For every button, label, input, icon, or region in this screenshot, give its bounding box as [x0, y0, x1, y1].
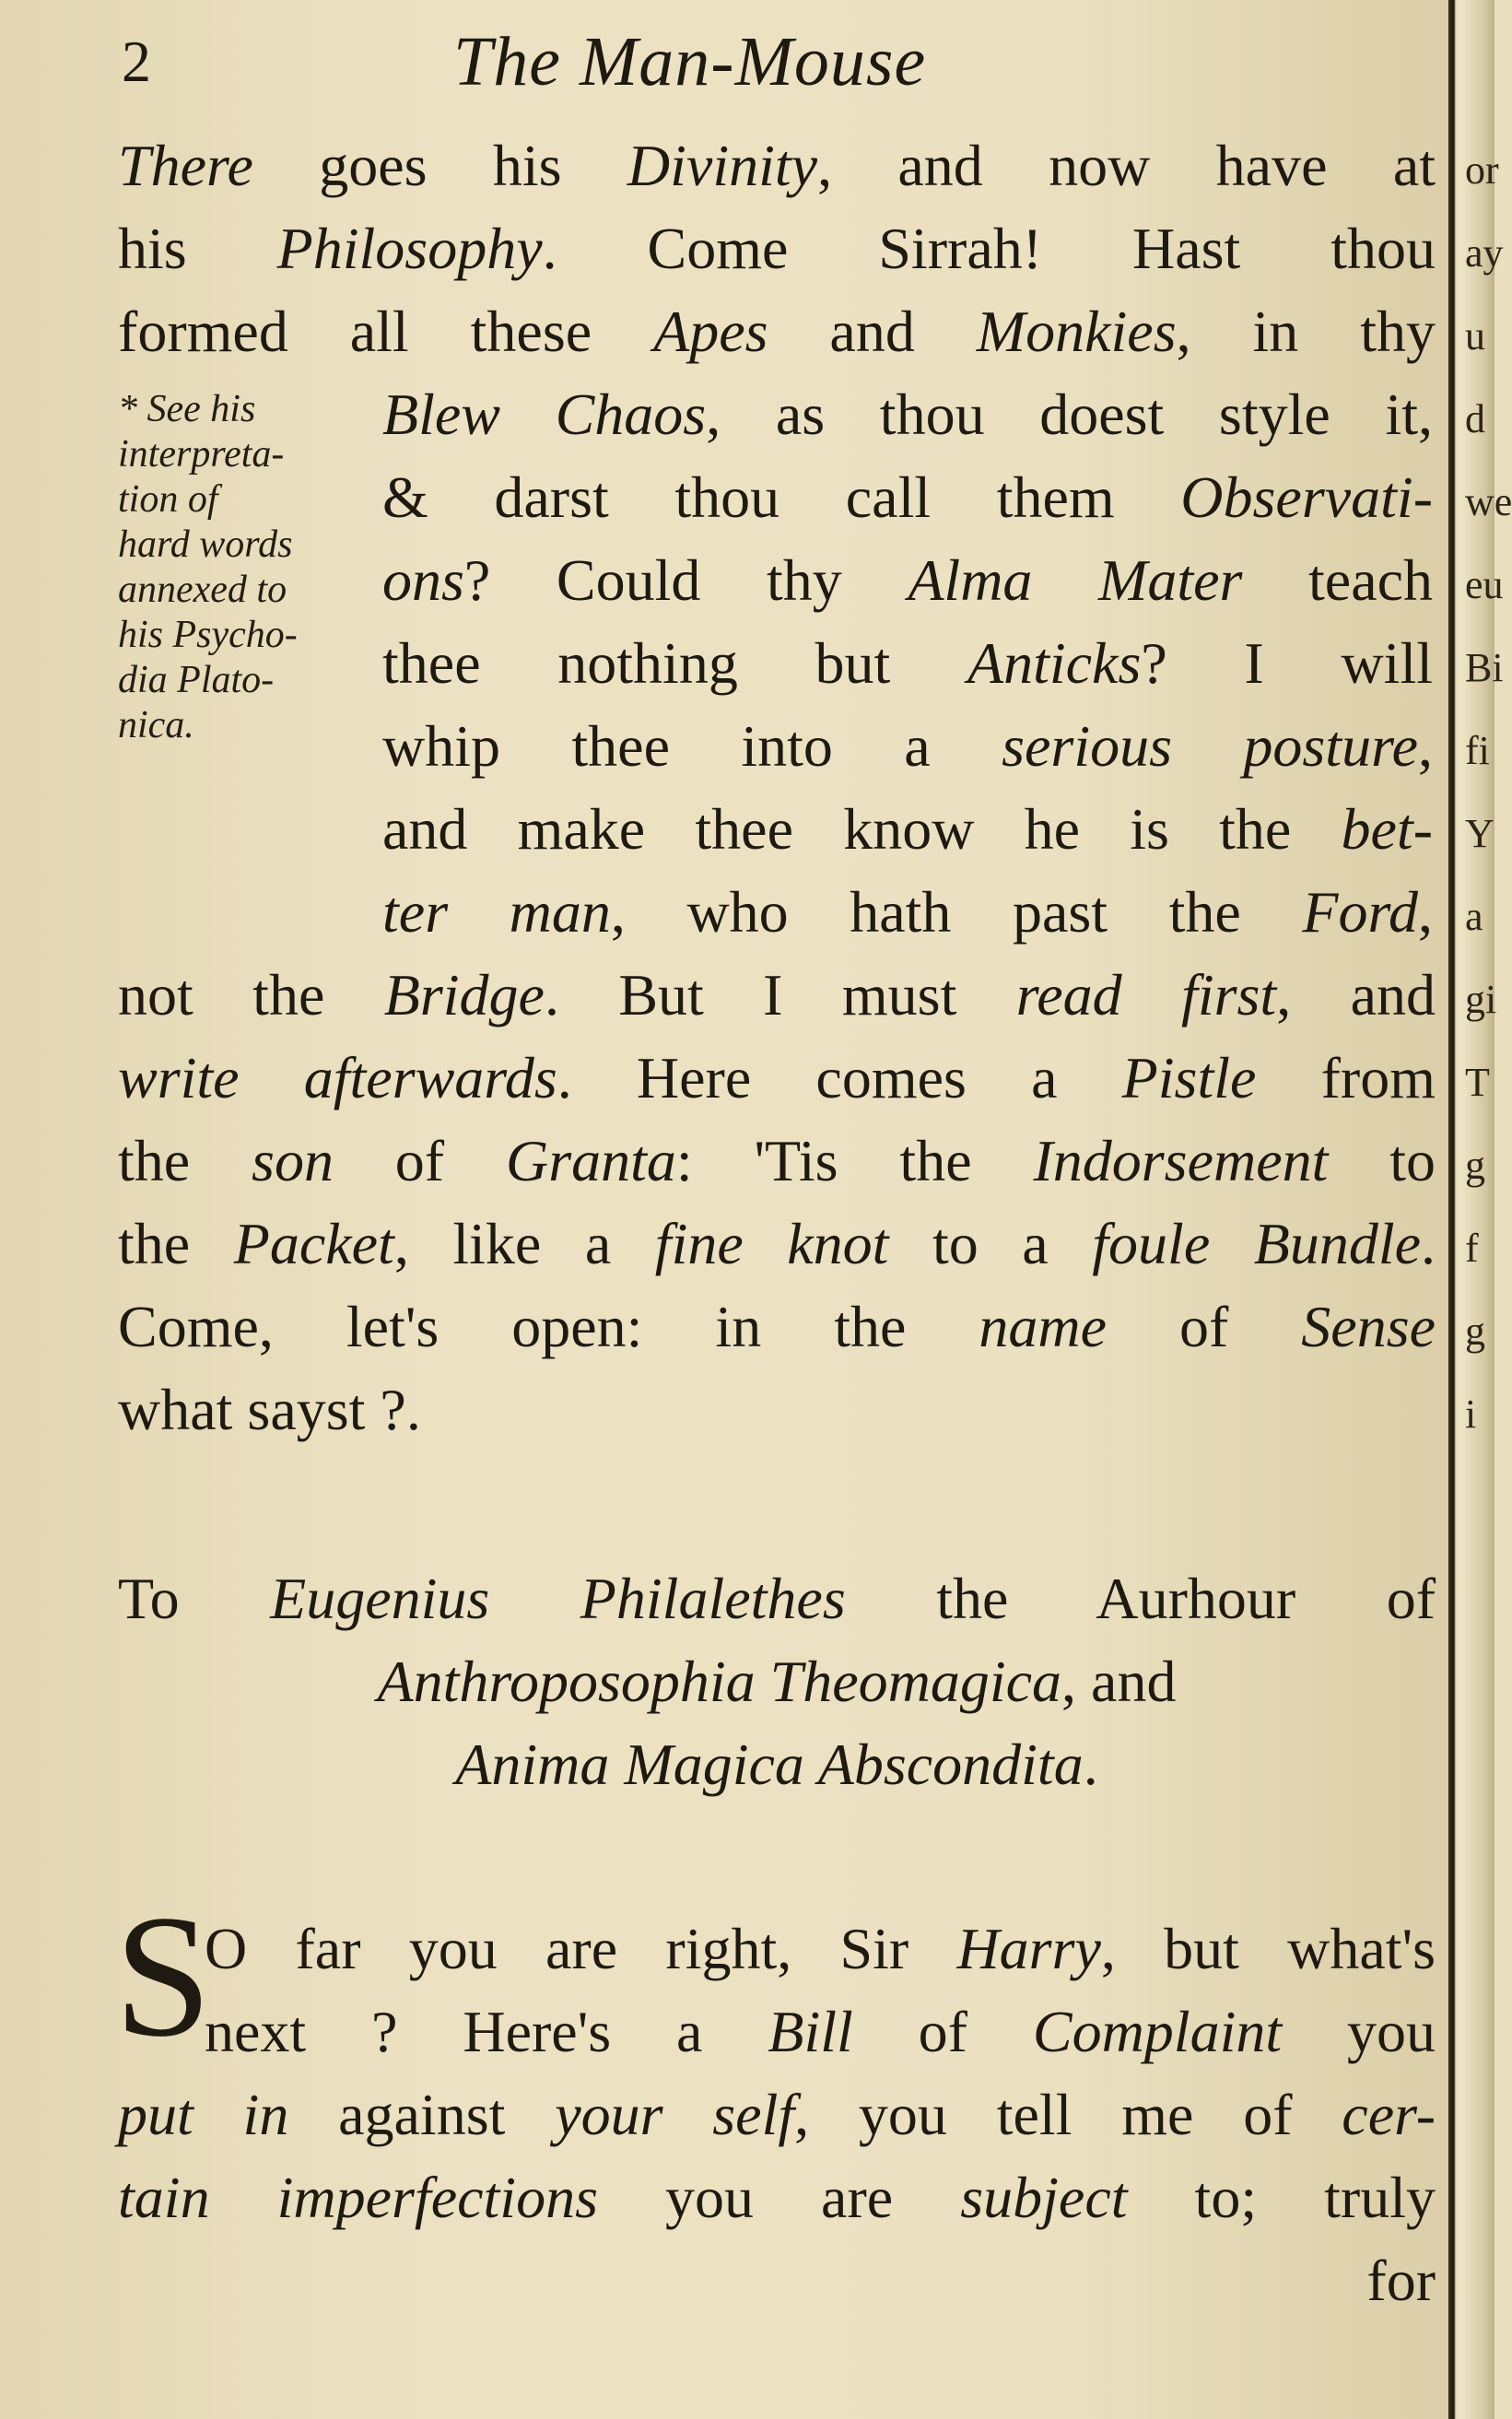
- marginal-note-line: dia Plato-: [118, 659, 275, 701]
- marginal-note-line: his Psycho-: [118, 614, 298, 656]
- facing-page-letter: f: [1465, 1226, 1479, 1271]
- text-run: of: [852, 1999, 1033, 2064]
- text-run: ,: [1418, 713, 1434, 779]
- text-line: [118, 124, 1436, 207]
- text-run: Bill: [768, 1999, 853, 2064]
- text-run: of: [1107, 1294, 1302, 1359]
- text-run: ? Could thy: [463, 547, 908, 613]
- text-run: Sense: [1301, 1294, 1436, 1359]
- text-run: Alma Mater: [908, 547, 1243, 613]
- text-run: fine knot: [654, 1211, 889, 1276]
- text-line: [118, 1368, 1436, 1451]
- text-run: ,: [1418, 879, 1433, 945]
- text-run: & darst thou call them: [382, 464, 1181, 530]
- text-line: [118, 954, 1436, 1037]
- facing-page-letter: Bi: [1465, 645, 1504, 690]
- text-run: Eugenius Philalethes: [270, 1566, 846, 1631]
- facing-page-letter: u: [1465, 313, 1485, 358]
- facing-page-letter: Y: [1465, 811, 1494, 856]
- text-run: tain imperfections: [118, 2165, 598, 2230]
- text-line: [382, 456, 1433, 539]
- text-run: cer-: [1342, 2082, 1436, 2147]
- text-run: Divinity: [627, 133, 818, 198]
- marginal-note-line: nica.: [118, 704, 194, 746]
- text-run: Anticks: [967, 630, 1142, 696]
- text-run: you are: [597, 2165, 961, 2230]
- text-run: against: [288, 2082, 556, 2147]
- text-run: , in thy: [1176, 299, 1436, 364]
- text-line: [205, 1990, 1436, 2073]
- text-run: Harry: [956, 1916, 1101, 1981]
- text-run: whip thee into a: [382, 713, 1002, 779]
- text-run: .: [1083, 1732, 1098, 1797]
- text-run: , but what's: [1100, 1916, 1436, 1981]
- page-header: [122, 22, 1412, 123]
- facing-page-letter: i: [1465, 1392, 1477, 1437]
- marginal-note-line: tion of: [118, 478, 218, 521]
- text-run: what sayst ?.: [118, 1377, 421, 1442]
- text-run: ons: [382, 547, 464, 613]
- text-run: Bridge: [383, 962, 545, 1027]
- text-run: There: [118, 133, 253, 198]
- text-run: subject: [960, 2165, 1128, 2230]
- text-run: name: [979, 1294, 1107, 1359]
- text-run: : 'Tis the: [675, 1128, 1034, 1193]
- facing-page-letters: [1465, 129, 1512, 1456]
- text-run: teach: [1242, 547, 1434, 613]
- text-run: Anthroposophia Theomagica: [377, 1649, 1062, 1714]
- text-line: [118, 1037, 1436, 1120]
- marginal-note-line: hard words: [118, 523, 293, 566]
- text-run: . Come Sirrah! Hast thou: [542, 216, 1436, 281]
- text-line: [118, 2156, 1436, 2239]
- text-run: , you tell me of: [794, 2082, 1342, 2147]
- text-line: [382, 622, 1433, 705]
- text-run: to a: [888, 1211, 1093, 1276]
- text-run: serious posture: [1002, 713, 1419, 779]
- text-run: not the: [118, 962, 384, 1027]
- section-heading: [118, 1640, 1436, 1723]
- catchword: [118, 2239, 1436, 2322]
- text-run: , and: [1061, 1649, 1177, 1714]
- facing-page-letter: ay: [1465, 230, 1504, 276]
- text-run: , who hath past the: [610, 879, 1303, 945]
- drop-cap: S: [114, 1880, 212, 2073]
- text-line: [382, 373, 1433, 456]
- text-run: ? I will: [1141, 630, 1434, 696]
- marginal-note-line: * See his: [118, 388, 256, 430]
- facing-page-letter: eu: [1465, 562, 1504, 607]
- facing-page-letter: d: [1465, 396, 1485, 441]
- text-run: his: [118, 216, 277, 281]
- text-run: , and now have at: [817, 133, 1436, 198]
- text-run: to; truly: [1127, 2165, 1436, 2230]
- text-run: Complaint: [1032, 1999, 1283, 2064]
- section-heading: [118, 1557, 1436, 1640]
- text-run: put in: [118, 2082, 289, 2147]
- text-run: O far you are right, Sir: [205, 1916, 957, 1981]
- marginal-note: [118, 387, 367, 748]
- facing-page-letter: we: [1465, 479, 1512, 524]
- text-run: the: [118, 1211, 234, 1276]
- text-run: Indorsement: [1033, 1128, 1329, 1193]
- text-run: foule Bundle: [1092, 1211, 1422, 1276]
- facing-page-edge: [1448, 0, 1512, 2419]
- section-heading: [118, 1723, 1436, 1806]
- text-run: To: [118, 1566, 271, 1631]
- text-run: Anima Magica Abscondita: [455, 1732, 1084, 1797]
- page-number: 2: [122, 29, 151, 94]
- text-run: son: [252, 1128, 334, 1193]
- facing-page-letter: g: [1465, 1309, 1485, 1354]
- text-line: [382, 705, 1433, 788]
- text-line: [118, 1120, 1436, 1203]
- text-run: , as thou doest style it,: [706, 382, 1434, 447]
- text-line: [118, 2073, 1436, 2156]
- marginal-note-line: interpreta-: [118, 433, 285, 476]
- running-title: The Man-Mouse: [453, 23, 927, 100]
- text-run: to: [1328, 1128, 1436, 1193]
- text-line: [118, 207, 1436, 290]
- text-run: of: [333, 1128, 506, 1193]
- text-line: [205, 1908, 1436, 1990]
- text-line: [382, 539, 1433, 622]
- text-run: goes his: [252, 133, 627, 198]
- text-line: [118, 1286, 1436, 1368]
- text-run: your self: [555, 2082, 795, 2147]
- text-run: Monkies: [976, 299, 1177, 364]
- text-run: read first: [1015, 962, 1277, 1027]
- text-line: [382, 871, 1433, 954]
- text-run: the Aurhour of: [845, 1566, 1436, 1631]
- text-run: , and: [1276, 962, 1436, 1027]
- text-run: Blew Chaos: [382, 382, 707, 447]
- facing-page-letter: a: [1465, 894, 1483, 939]
- facing-page-letter: g: [1465, 1143, 1485, 1188]
- text-run: and make thee know he is the: [382, 796, 1342, 862]
- text-run: bet-: [1341, 796, 1433, 862]
- text-line: [118, 1203, 1436, 1286]
- text-line: [382, 788, 1433, 871]
- text-run: you: [1282, 1999, 1436, 2064]
- text-line: [118, 290, 1436, 373]
- text-run: thee nothing but: [382, 630, 967, 696]
- text-run: Packet: [233, 1211, 394, 1276]
- facing-page-letter: gi: [1465, 977, 1497, 1022]
- text-run: next ? Here's a: [205, 1999, 768, 2064]
- text-run: Come, let's open: in the: [118, 1294, 979, 1359]
- text-run: Granta: [505, 1128, 676, 1193]
- text-run: for: [1366, 2248, 1436, 2313]
- text-run: from: [1256, 1045, 1436, 1110]
- text-run: . Here comes a: [557, 1045, 1122, 1110]
- facing-page-letter: fi: [1465, 728, 1490, 773]
- facing-page-letter: or: [1465, 147, 1499, 193]
- text-run: Philosophy: [276, 216, 543, 281]
- text-run: , like a: [393, 1211, 655, 1276]
- text-run: formed all these: [118, 299, 654, 364]
- text-run: write afterwards: [118, 1045, 557, 1110]
- text-run: Apes: [653, 299, 768, 364]
- text-run: .: [1421, 1211, 1436, 1276]
- text-run: Observati-: [1180, 464, 1433, 530]
- text-run: ter man: [382, 879, 611, 945]
- text-run: Ford: [1302, 879, 1418, 945]
- facing-page-letter: T: [1465, 1060, 1490, 1105]
- text-run: Pistle: [1121, 1045, 1257, 1110]
- text-run: . But I must: [544, 962, 1016, 1027]
- marginal-note-line: annexed to: [118, 569, 287, 611]
- text-run: and: [768, 299, 977, 364]
- text-run: the: [118, 1128, 252, 1193]
